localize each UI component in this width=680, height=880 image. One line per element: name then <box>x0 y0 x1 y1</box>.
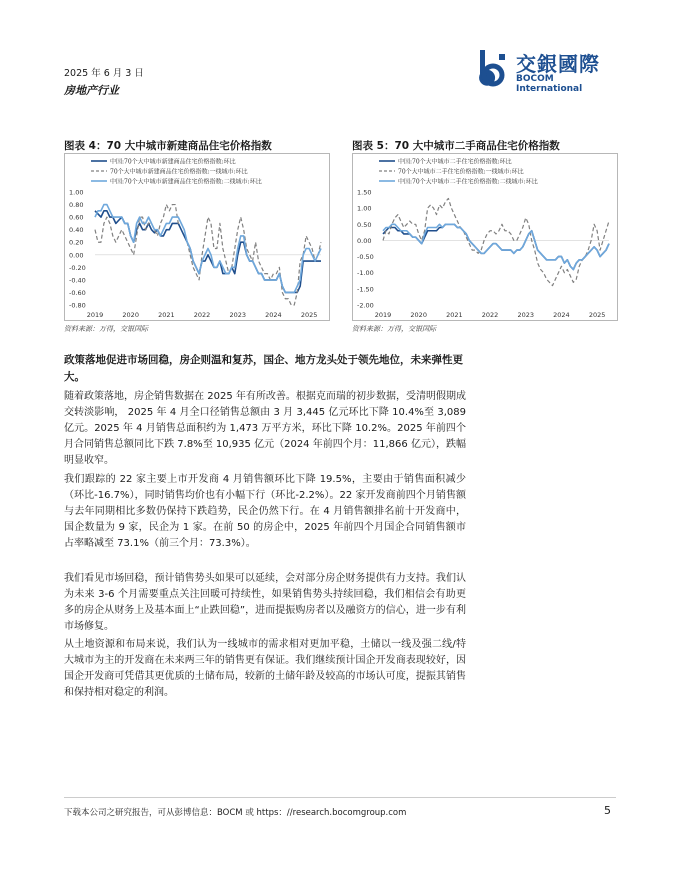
fig4-x-tick-0: 2019 <box>86 311 104 319</box>
bocom-logo-icon <box>472 48 512 88</box>
fig5-x-tick-5: 2024 <box>553 311 570 319</box>
figure4-title: 图表 4：70 大中城市新建商品住宅价格指数 <box>64 140 272 152</box>
fig4-y-tick-3: 0.40 <box>69 226 84 235</box>
fig5-legend-label-1: 70个大中城市二手住宅价格指数:一线城市:环比 <box>398 168 524 176</box>
fig4-x-tick-1: 2020 <box>122 311 139 319</box>
fig4-legend-label-1: 70个大中城市新建商品住宅价格指数:一线城市:环比 <box>110 168 248 176</box>
fig4-legend-label-0: 中国:70个大中城市新建商品住宅价格指数:环比 <box>110 158 236 166</box>
fig5-x-tick-4: 2023 <box>517 311 535 319</box>
fig4-x-tick-2: 2021 <box>158 311 175 319</box>
section-headline: 政策落地促进市场回稳，房企则温和复苏，国企、地方龙头处于领先地位，未来弹性更大。 <box>64 354 463 383</box>
paragraph-3: 我们看见市场回稳，预计销售势头如果可以延续，会对部分房企财务提供有力支持。我们认为未来 3-6 个月需要重点关注回暖可持续性，如果销售势头持续回稳，我们相信会有助更多的房企从财务上及基本面上“止跌回稳”，进而提振购房者以及融资方的信心，进一步有利市场修复。 <box>64 573 466 632</box>
logo-text-cn: 交銀國際 <box>516 52 600 76</box>
fig5-series-1-line <box>383 198 609 285</box>
figure5-source: 资料来源：万得，交银国际 <box>352 325 436 333</box>
fig4-y-tick-5: 0.00 <box>69 251 84 260</box>
fig4-y-tick-8: -0.60 <box>69 288 86 297</box>
fig5-y-tick-7: -2.00 <box>357 301 374 310</box>
fig4-y-tick-2: 0.60 <box>69 213 84 222</box>
page-number: 5 <box>604 804 611 817</box>
fig5-x-tick-2: 2021 <box>446 311 463 319</box>
paragraph-4: 从土地资源和布局来说，我们认为一线城市的需求相对更加平稳，土储以一线及强二线/特大城市为主的开发商在未来两三年的销售更有保证。我们继续预计国企开发商表现较好，因国企开发商可凭借其更优质的土储布局，较新的土储年龄及较高的市场认可度，提振其销售和保持相对稳定的利润。 <box>64 639 466 698</box>
fig5-y-tick-5: -1.00 <box>357 269 374 278</box>
fig5-x-tick-0: 2019 <box>374 311 392 319</box>
fig4-y-tick-0: 1.00 <box>69 188 84 197</box>
fig4-series-0-line <box>95 211 321 293</box>
fig4-series-2-line <box>95 205 321 293</box>
fig4-x-tick-3: 2022 <box>193 311 211 319</box>
fig5-x-tick-3: 2022 <box>481 311 499 319</box>
fig5-y-tick-4: -0.50 <box>357 253 374 262</box>
bocom-logo <box>472 46 622 94</box>
footer-divider <box>64 797 616 798</box>
figure4-source: 资料来源：万得，交银国际 <box>64 325 148 333</box>
fig5-y-tick-2: 0.50 <box>357 220 372 229</box>
fig5-y-tick-3: 0.00 <box>357 236 372 245</box>
industry-label: 房地产行业 <box>64 84 119 97</box>
fig4-y-tick-7: -0.40 <box>69 276 86 285</box>
report-date: 2025 年 6 月 3 日 <box>64 68 144 79</box>
fig5-x-tick-6: 2025 <box>588 311 606 319</box>
fig4-y-tick-1: 0.80 <box>69 201 84 210</box>
paragraph-2: 我们跟踪的 22 家主要上市开发商 4 月销售额环比下降 19.5%，主要由于销售面积减少（环比-16.7%），同时销售均价也有小幅下行（环比-2.2%）。22 家开发商前四个月销售额与去年同期相比多数仍保持下跌趋势，民企仍然下行。在 4 月销售额排名前十开发商中，国企数量为 9 家，民企为 1 家。在前 50 的房企中，2025 年前四个月国企合同销售额市占率略减至 73.1%（前三个月：73.3%）。 <box>64 474 466 549</box>
fig4-y-tick-4: 0.20 <box>69 238 84 247</box>
fig5-legend-label-0: 中国:70个大中城市二手住宅价格指数:环比 <box>398 158 512 166</box>
fig4-x-tick-4: 2023 <box>229 311 247 319</box>
figure5-title: 图表 5：70 大中城市二手商品住宅价格指数 <box>352 140 560 152</box>
fig5-series-2-line <box>383 224 609 269</box>
logo-text-en: BOCOM International <box>516 74 583 94</box>
fig5-legend-label-2: 中国:70个大中城市二手住宅价格指数:二线城市:环比 <box>398 178 538 186</box>
fig5-y-tick-1: 1.00 <box>357 204 372 213</box>
fig5-y-tick-0: 1.50 <box>357 188 372 197</box>
fig4-y-tick-6: -0.20 <box>69 263 86 272</box>
fig5-series-0-line <box>383 224 609 269</box>
figure5-chart <box>352 153 618 321</box>
fig4-legend-label-2: 中国:70个大中城市新建商品住宅价格指数:二线城市:环比 <box>110 178 262 186</box>
figure4-chart-svg <box>65 154 329 320</box>
fig5-y-tick-6: -1.50 <box>357 285 374 294</box>
figure4-chart <box>64 153 330 321</box>
fig4-y-tick-9: -0.80 <box>69 301 86 310</box>
figure5-chart-svg <box>353 154 617 320</box>
fig5-x-tick-1: 2020 <box>410 311 427 319</box>
fig4-x-tick-5: 2024 <box>265 311 282 319</box>
fig4-x-tick-6: 2025 <box>300 311 318 319</box>
footer-download-note: 下载本公司之研究报告，可从彭博信息：BOCM 或 https：//research.bocomgroup.com <box>64 808 407 818</box>
paragraph-1: 随着政策落地，房企销售数据在 2025 年有所改善。根据克而瑞的初步数据，受清明假期成交转淡影响， 2025 年 4 月全口径销售总额由 3 月 3,445 亿元环比下降 10.4%至 3,089 亿元。2025 年 4 月销售总面积约为 1,473 万平方米，环比下降 10.2%。2025 年前四个月合同销售总额同比下跌 7.8%至 10,935 亿元（2024 年前四个月：11,866 亿元），跌幅明显收窄。 <box>64 391 466 466</box>
